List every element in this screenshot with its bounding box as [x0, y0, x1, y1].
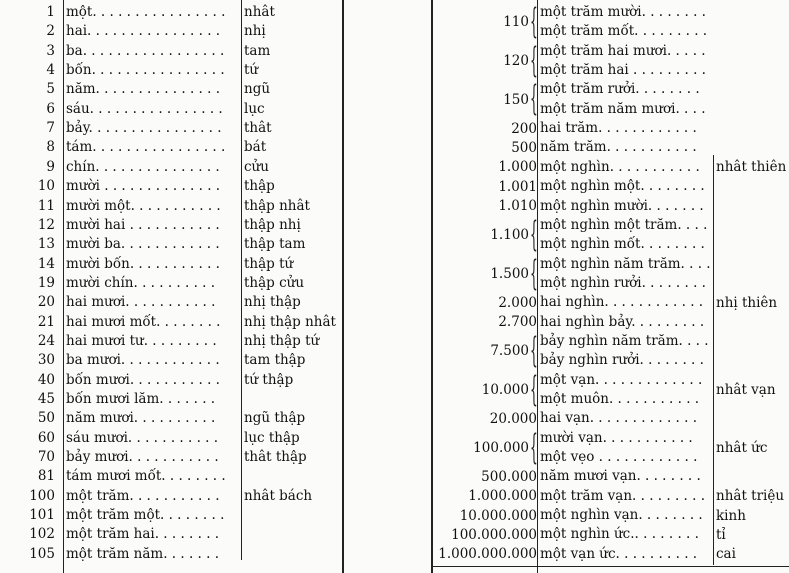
vietnamese-term: hai nghìn. . . . . . . . . . . .	[540, 294, 704, 311]
sino-vietnamese-term: tỉ	[716, 527, 726, 544]
row-number: 100.000.000	[451, 527, 537, 544]
vietnamese-term: một muôn. . . . . . . . . . .	[540, 390, 700, 407]
row-number: 3	[46, 42, 55, 59]
row-number: 1.000.000.000	[438, 546, 537, 563]
vietnamese-term: ba mươi. . . . . . . . . . . .	[66, 352, 220, 369]
vietnamese-term: mười . . . . . . . . . . . . . .	[66, 178, 221, 195]
sino-vietnamese-term: tam thập	[244, 352, 306, 369]
row-number: 1	[46, 4, 55, 20]
row-number: 13	[37, 236, 55, 253]
sino-vietnamese-term: thập tam	[244, 236, 306, 253]
vietnamese-term: một. . . . . . . . . . . . . . . .	[66, 4, 226, 20]
vietnamese-term: một nghìn một. . . . . . . .	[540, 178, 705, 195]
vietnamese-term: năm. . . . . . . . . . . . . . .	[66, 81, 220, 98]
sino-vietnamese-term: lục thập	[244, 429, 300, 446]
brace-glyph: {	[530, 253, 538, 294]
vietnamese-term: bốn. . . . . . . . . . . . . . . .	[66, 62, 225, 79]
vietnamese-term: năm mươi vạn. . . . . . . .	[540, 468, 701, 485]
vietnamese-term: tám. . . . . . . . . . . . . . . .	[66, 139, 226, 156]
row-number: 100	[29, 487, 55, 504]
vietnamese-term: mười một. . . . . . . . . . .	[66, 197, 221, 214]
vietnamese-term: một trăm năm mươi. . . .	[540, 100, 706, 117]
sino-vietnamese-term: lục	[244, 100, 265, 117]
sino-vietnamese-term: cửu	[244, 158, 269, 175]
vietnamese-term: một nghìn rưởi. . . . . . . .	[540, 274, 706, 291]
brace-glyph: {	[530, 369, 538, 410]
sino-vietnamese-term: nhât vạn	[716, 381, 776, 398]
sino-vietnamese-term: nhât thiên	[716, 159, 787, 176]
sino-vietnamese-term: nhị thiên	[716, 294, 778, 311]
vietnamese-term: sáu mươi. . . . . . . . . . .	[66, 429, 219, 446]
sino-vietnamese-term: nhât bách	[244, 487, 313, 504]
brace-glyph: {	[530, 427, 538, 468]
brace-glyph: {	[530, 214, 538, 255]
vietnamese-term: một trăm hai mươi. . . . .	[540, 42, 706, 59]
brace-glyph: {	[530, 40, 538, 81]
row-number: 1.010	[498, 198, 537, 215]
vietnamese-term: một vạn ức. . . . . . . . . .	[540, 545, 698, 562]
vietnamese-term: hai mươi tư. . . . . . . . .	[66, 332, 217, 349]
row-number: 6	[46, 100, 55, 117]
vietnamese-term: một trăm hai. . . . . . . .	[66, 526, 220, 543]
sino-vietnamese-term: thập nhât	[244, 197, 310, 214]
row-number: 20.000	[489, 411, 537, 428]
sino-vietnamese-term: thập	[244, 178, 275, 195]
brace-glyph: {	[530, 330, 538, 371]
row-number: 1.001	[498, 178, 537, 195]
vietnamese-term: một nghìn vạn. . . . . . . .	[540, 507, 703, 524]
vietnamese-term: một nghìn năm trăm. . . .	[540, 255, 711, 272]
vietnamese-term: hai nghìn bảy. . . . . . . . .	[540, 313, 705, 330]
vietnamese-term: một nghìn mười. . . . . . .	[540, 197, 704, 214]
vietnamese-term: ba. . . . . . . . . . . . . . . . .	[66, 42, 225, 59]
vietnamese-term: một trăm năm. . . . . . .	[66, 545, 219, 562]
vietnamese-term: một trăm hai . . . . . . . . .	[540, 62, 706, 79]
vietnamese-term: năm mươi. . . . . . . . . .	[66, 410, 216, 427]
row-number: 120	[503, 53, 529, 70]
sino-vietnamese-term: tam	[244, 42, 271, 59]
vietnamese-term: bảy mươi. . . . . . . . . . .	[66, 449, 219, 466]
row-number: 40	[37, 371, 55, 388]
vietnamese-term: hai trăm. . . . . . . . . . . .	[540, 120, 697, 137]
row-number: 1.000	[498, 159, 537, 176]
gutter-rule	[342, 0, 344, 573]
vietnamese-term: sáu. . . . . . . . . . . . . . . .	[66, 100, 223, 117]
row-number: 150	[503, 91, 529, 108]
row-number: 7	[46, 120, 55, 137]
row-number: 105	[29, 545, 55, 562]
vietnamese-term: hai. . . . . . . . . . . . . . . .	[66, 23, 221, 40]
row-number: 45	[37, 391, 55, 407]
vietnamese-term: một vẹo . . . . . . . . . . . .	[540, 449, 698, 466]
row-number: 500.000	[481, 469, 537, 486]
sino-vietnamese-term: nhât ức	[716, 440, 768, 457]
sino-vietnamese-term: nhị thập	[244, 294, 301, 311]
sino-vietnamese-term: nhât	[244, 4, 275, 20]
row-number: 24	[37, 332, 55, 349]
vietnamese-term: mười chín. . . . . . . . . .	[66, 274, 216, 291]
row-number: 2	[46, 23, 55, 40]
vietnamese-term: một trăm rưởi. . . . . . . .	[540, 81, 700, 98]
vietnamese-term: một vạn. . . . . . . . . . . . .	[540, 371, 703, 388]
vietnamese-term: một trăm mốt. . . . . . . . .	[540, 23, 708, 40]
sino-vietnamese-term: ngũ	[244, 81, 271, 98]
row-number: 20	[37, 294, 55, 311]
vietnamese-term: một nghìn một trăm. . . .	[540, 216, 708, 233]
row-number: 100.000	[473, 440, 529, 457]
vietnamese-term: mười ba. . . . . . . . . . . .	[66, 236, 220, 253]
row-number: 19	[37, 274, 55, 291]
sino-vietnamese-term: thập cửu	[244, 274, 305, 291]
row-number: 101	[29, 507, 55, 524]
vietnamese-term: bốn mươi. . . . . . . . . . .	[66, 371, 220, 388]
vietnamese-term: bảy nghìn rưởi. . . . . . . .	[540, 352, 704, 369]
row-number: 60	[37, 429, 55, 446]
sino-vietnamese-term: thập tứ	[244, 255, 294, 272]
sino-vietnamese-term: tứ thập	[244, 371, 294, 388]
vietnamese-term: bảy. . . . . . . . . . . . . . . .	[66, 120, 222, 137]
row-number: 4	[46, 62, 55, 79]
sino-vietnamese-term: thât	[244, 120, 272, 137]
row-number: 2.000	[498, 294, 537, 311]
row-number: 10.000.000	[459, 507, 537, 524]
row-number: 10.000	[481, 381, 529, 398]
sino-vietnamese-term: nhị thập nhât	[244, 313, 336, 330]
vietnamese-term: mười bốn. . . . . . . . . . .	[66, 255, 220, 272]
vietnamese-term: chín. . . . . . . . . . . . . . .	[66, 158, 220, 175]
bottom-rule	[433, 566, 789, 567]
vietnamese-term: mười hai . . . . . . . . . . .	[66, 216, 220, 233]
vietnamese-term: một nghìn. . . . . . . . . . .	[540, 158, 700, 175]
row-number: 1.000.000	[468, 488, 537, 505]
vietnamese-term: hai mươi. . . . . . . . . . .	[66, 294, 216, 311]
vietnamese-term: một trăm. . . . . . . . . . .	[66, 487, 220, 504]
sino-vietnamese-term: cai	[716, 546, 736, 563]
row-number: 500	[511, 140, 537, 157]
vietnamese-term: một trăm vạn. . . . . . . . .	[540, 487, 705, 504]
vietnamese-term: hai vạn. . . . . . . . . . . . .	[540, 410, 698, 427]
vietnamese-term: một nghìn mốt. . . . . . . .	[540, 236, 705, 253]
vietnamese-term: một trăm mười. . . . . . . .	[540, 4, 706, 20]
vietnamese-term: một trăm một. . . . . . . .	[66, 507, 225, 524]
vietnamese-term: tám mươi mốt. . . . . . . .	[66, 468, 226, 485]
vietnamese-term: hai mươi mốt. . . . . . . .	[66, 313, 221, 330]
row-number: 8	[46, 139, 55, 156]
sino-vietnamese-term: thập nhị	[244, 216, 301, 233]
sino-vietnamese-term: kinh	[716, 507, 746, 524]
brace-glyph: {	[530, 2, 538, 42]
vietnamese-term: mười vạn. . . . . . . . . . .	[540, 429, 693, 446]
vietnamese-term: bốn mươi lăm. . . . . . .	[66, 391, 216, 407]
vietnamese-term: bảy nghìn năm trăm. . . .	[540, 332, 709, 349]
vietnamese-term: năm trăm. . . . . . . . . . .	[540, 139, 697, 156]
sino-vietnamese-term: thât thập	[244, 449, 307, 466]
row-number: 30	[37, 352, 55, 369]
row-number: 2.700	[498, 314, 537, 331]
brace-glyph: {	[530, 79, 538, 120]
row-number: 1.500	[490, 265, 529, 282]
row-number: 21	[37, 313, 55, 330]
row-number: 1.100	[490, 227, 529, 244]
right-column-rule-2	[713, 155, 714, 565]
sino-vietnamese-term: nhị	[244, 23, 266, 40]
row-number: 11	[37, 197, 55, 214]
sino-vietnamese-term: bát	[244, 139, 267, 156]
row-number: 200	[511, 120, 537, 137]
vietnamese-term: một nghìn ức.. . . . . . . .	[540, 526, 699, 543]
row-number: 14	[37, 255, 55, 272]
row-number: 81	[37, 468, 55, 485]
row-number: 7.500	[490, 343, 529, 360]
row-number: 9	[46, 158, 55, 175]
row-number: 10	[37, 178, 55, 195]
row-number: 110	[503, 14, 529, 31]
sino-vietnamese-term: nhị thập tứ	[244, 332, 320, 349]
sino-vietnamese-term: tứ	[244, 62, 259, 79]
sino-vietnamese-term: ngũ thập	[244, 410, 306, 427]
row-number: 50	[37, 410, 55, 427]
row-number: 70	[37, 449, 55, 466]
left-column-rule-2	[241, 0, 242, 560]
row-number: 5	[46, 81, 55, 98]
row-number: 102	[29, 526, 55, 543]
row-number: 12	[37, 216, 55, 233]
sino-vietnamese-term: nhât triệu	[716, 488, 785, 505]
left-column-rule	[63, 0, 64, 573]
